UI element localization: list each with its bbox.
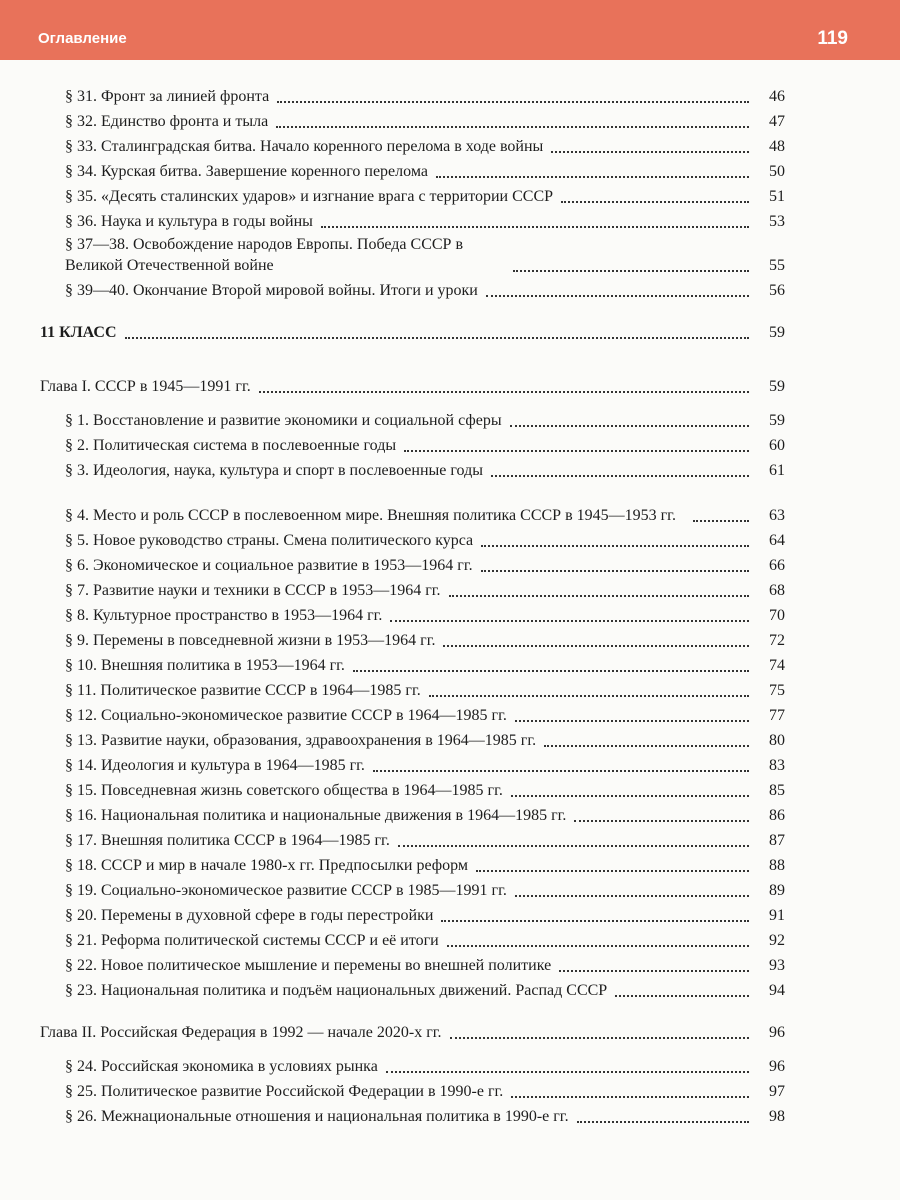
toc-entry [65, 881, 785, 901]
toc-entry-page: 60 [769, 437, 785, 454]
toc-entry-title: § 5. Новое руководство страны. Смена политического курса [65, 532, 474, 549]
toc-entry [65, 411, 785, 431]
dot-leader [436, 176, 749, 178]
toc-entry-page: 66 [769, 557, 785, 574]
toc-entry [65, 162, 785, 182]
toc-entry [65, 581, 785, 601]
toc-entry [65, 1057, 785, 1077]
toc-entry [65, 931, 785, 951]
toc-entry-page: 96 [769, 1024, 785, 1041]
toc-entry-title: § 39—40. Окончание Второй мировой войны. Итоги и уроки [65, 282, 478, 299]
toc-entry-page: 98 [769, 1108, 785, 1125]
dot-leader [544, 745, 749, 747]
dot-leader [321, 226, 749, 228]
toc-entry-page: 47 [769, 113, 785, 130]
dot-leader [551, 151, 749, 153]
toc-chapter [40, 377, 785, 397]
dot-leader [441, 920, 749, 922]
toc-entry [65, 706, 785, 726]
toc-chapter [40, 1023, 785, 1043]
toc-entry [65, 436, 785, 456]
toc-entry-page: 53 [769, 213, 785, 230]
toc-entry-page: 80 [769, 732, 785, 749]
toc-entry-title: § 36. Наука и культура в годы войны [65, 213, 313, 230]
toc-entry-title: § 3. Идеология, наука, культура и спорт в послевоенные годы [65, 462, 483, 479]
toc-entry-page: 51 [769, 188, 785, 205]
dot-leader [481, 570, 749, 572]
toc-entry [65, 87, 785, 107]
toc-entry-page: 97 [769, 1083, 785, 1100]
dot-leader [449, 595, 749, 597]
toc-entry [65, 981, 785, 1001]
dot-leader [491, 475, 749, 477]
toc-entry-page: 63 [769, 507, 785, 524]
dot-leader [559, 970, 749, 972]
toc-entry-title: § 21. Реформа политической системы СССР и её итоги [65, 932, 439, 949]
toc-entry-page: 88 [769, 857, 785, 874]
toc-entry-page: 56 [769, 282, 785, 299]
toc-entry-page: 46 [769, 88, 785, 105]
dot-leader [481, 545, 749, 547]
toc-entry-title: § 11. Политическое развитие СССР в 1964—1985 гг. [65, 682, 421, 699]
toc-entry [65, 731, 785, 751]
toc-entry-title: § 33. Сталинградская битва. Начало коренного перелома в ходе войны [65, 138, 544, 155]
toc-entry-title: § 9. Перемены в повседневной жизни в 1953—1964 гг. [65, 632, 436, 649]
toc-entry-page: 86 [769, 807, 785, 824]
toc-entry [65, 781, 785, 801]
toc-entry-page: 59 [769, 378, 785, 395]
dot-leader [515, 895, 749, 897]
toc-entry-title: § 23. Национальная политика и подъём национальных движений. Распад СССР [65, 982, 608, 999]
toc-entry-title: § 13. Развитие науки, образования, здравоохранения в 1964—1985 гг. [65, 732, 537, 749]
toc-entry-title: § 19. Социально-экономическое развитие СССР в 1985—1991 гг. [65, 882, 507, 899]
toc-entry [65, 484, 785, 526]
toc-entry [65, 187, 785, 207]
toc-entry-page: 93 [769, 957, 785, 974]
toc-entry-page: 59 [769, 412, 785, 429]
dot-leader [561, 201, 749, 203]
dot-leader [511, 1096, 749, 1098]
section-title: Оглавление [38, 30, 127, 47]
toc-entry [65, 461, 785, 481]
toc-entry-title: § 8. Культурное пространство в 1953—1964 гг. [65, 607, 383, 624]
page-number: 119 [817, 28, 848, 49]
toc-entry-page: 59 [769, 324, 785, 341]
toc-entry-title: § 2. Политическая система в послевоенные годы [65, 437, 397, 454]
toc-entry-title: § 1. Восстановление и развитие экономики и социальной сферы [65, 412, 502, 429]
toc-entry [65, 631, 785, 651]
toc-entry-title: § 22. Новое политическое мышление и перемены во внешней политике [65, 957, 552, 974]
toc-entry-page: 85 [769, 782, 785, 799]
toc-entry-page: 74 [769, 657, 785, 674]
toc-entry-page: 61 [769, 462, 785, 479]
toc-entry-title: § 18. СССР и мир в начале 1980-х гг. Предпосылки реформ [65, 857, 469, 874]
toc-entry-page: 64 [769, 532, 785, 549]
dot-leader [276, 126, 749, 128]
toc-entry [65, 212, 785, 232]
dot-leader [511, 795, 749, 797]
toc-entry-page: 83 [769, 757, 785, 774]
toc-entry [65, 281, 785, 301]
toc-entry [65, 531, 785, 551]
dot-leader [577, 1121, 749, 1123]
toc-entry-page: 75 [769, 682, 785, 699]
toc-entry-title: § 14. Идеология и культура в 1964—1985 гг. [65, 757, 365, 774]
toc-entry-page: 77 [769, 707, 785, 724]
toc-entry-page: 68 [769, 582, 785, 599]
toc-entry-title: 11 КЛАСС [40, 324, 117, 341]
toc-entry-title: § 32. Единство фронта и тыла [65, 113, 269, 130]
toc-entry [65, 831, 785, 851]
toc-entry-title: § 31. Фронт за линией фронта [65, 88, 270, 105]
toc-entry-title: § 35. «Десять сталинских ударов» и изгнание врага с территории СССР [65, 188, 554, 205]
toc-grade-heading [40, 323, 785, 343]
dot-leader [615, 995, 749, 997]
toc-entry [65, 856, 785, 876]
dot-leader [443, 645, 749, 647]
toc-entry [65, 234, 785, 276]
toc-entry [65, 956, 785, 976]
dot-leader [373, 770, 749, 772]
dot-leader [574, 820, 749, 822]
toc-entry-title: § 20. Перемены в духовной сфере в годы перестройки [65, 907, 434, 924]
dot-leader [353, 670, 749, 672]
toc-entry [65, 756, 785, 776]
dot-leader [510, 425, 749, 427]
toc-entry-page: 92 [769, 932, 785, 949]
toc-entry [65, 906, 785, 926]
dot-leader [693, 520, 749, 522]
toc-entry-title: Глава I. СССР в 1945—1991 гг. [40, 378, 251, 395]
dot-leader [515, 720, 749, 722]
toc-entry-page: 70 [769, 607, 785, 624]
toc-entry-title: § 24. Российская экономика в условиях рынка [65, 1058, 378, 1075]
dot-leader [429, 695, 749, 697]
toc-entry [65, 137, 785, 157]
toc-entry-page: 89 [769, 882, 785, 899]
dot-leader [277, 101, 749, 103]
toc-entry-title: § 6. Экономическое и социальное развитие в 1953—1964 гг. [65, 557, 473, 574]
dot-leader [125, 337, 749, 339]
toc-entry-page: 50 [769, 163, 785, 180]
dot-leader [447, 945, 749, 947]
toc-entry-title: § 12. Социально-экономическое развитие СССР в 1964—1985 гг. [65, 707, 507, 724]
toc-entry-page: 48 [769, 138, 785, 155]
dot-leader [390, 620, 749, 622]
toc-entry-title: § 7. Развитие науки и техники в СССР в 1953—1964 гг. [65, 582, 441, 599]
toc-entry-page: 72 [769, 632, 785, 649]
toc-entry-page: 91 [769, 907, 785, 924]
dot-leader [259, 391, 749, 393]
dot-leader [398, 845, 749, 847]
toc-entry-title: § 10. Внешняя политика в 1953—1964 гг. [65, 657, 345, 674]
toc-entry-title: Глава II. Российская Федерация в 1992 — начале 2020-х гг. [40, 1024, 442, 1041]
dot-leader [450, 1037, 749, 1039]
toc-entry-page: 55 [769, 257, 785, 274]
dot-leader [486, 295, 749, 297]
toc-entry [65, 556, 785, 576]
dot-leader [476, 870, 749, 872]
toc-entry-title: § 17. Внешняя политика СССР в 1964—1985 гг. [65, 832, 390, 849]
toc-entry [65, 806, 785, 826]
toc-entry [65, 1107, 785, 1127]
toc-entry [65, 1082, 785, 1102]
toc-entry [65, 681, 785, 701]
dot-leader [386, 1071, 749, 1073]
toc-entry [65, 656, 785, 676]
toc-entry [65, 606, 785, 626]
dot-leader [404, 450, 749, 452]
toc-entry-title: § 25. Политическое развитие Российской Федерации в 1990-е гг. [65, 1083, 504, 1100]
toc-entry-page: 94 [769, 982, 785, 999]
dot-leader [513, 270, 749, 272]
toc-entry-title: § 26. Межнациональные отношения и национальная политика в 1990-е гг. [65, 1108, 569, 1125]
toc-entry-page: 87 [769, 832, 785, 849]
toc-entry-title: § 15. Повседневная жизнь советского общества в 1964—1985 гг. [65, 782, 503, 799]
toc-entry [65, 112, 785, 132]
toc-entry-title: § 4. Место и роль СССР в послевоенном мире. Внешняя политика СССР в 1945—1953 гг. [65, 507, 676, 524]
toc-entry-page: 96 [769, 1058, 785, 1075]
toc-entry-title: § 34. Курская битва. Завершение коренного перелома [65, 163, 428, 180]
toc-entry-title: § 37—38. Освобождение народов Европы. Победа СССР в Великой Отечественной войне [65, 236, 463, 274]
toc-entry-title: § 16. Национальная политика и национальные движения в 1964—1985 гг. [65, 807, 567, 824]
